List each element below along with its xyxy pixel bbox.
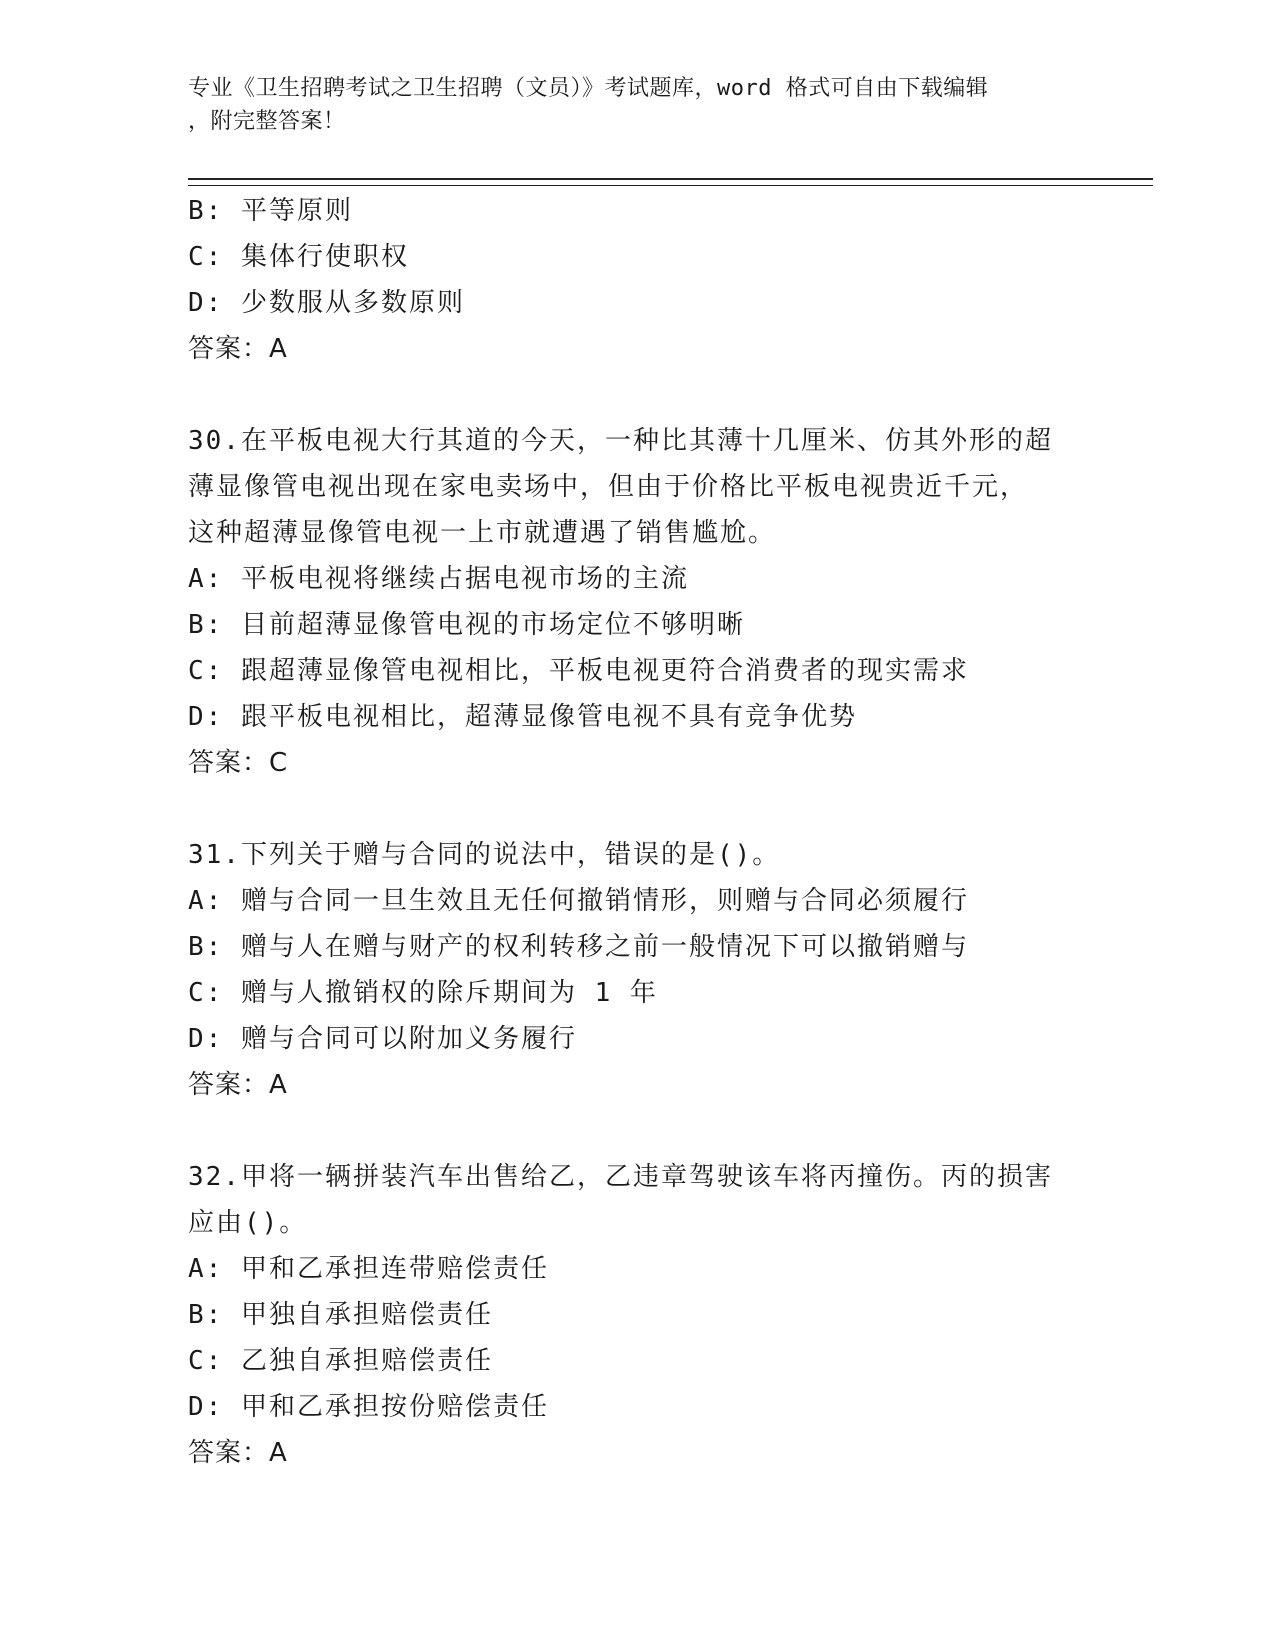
answer-line: 答案：A <box>188 334 288 364</box>
question-content <box>188 188 1148 1476</box>
header-divider <box>188 178 1153 186</box>
question-block-29 <box>188 188 1148 372</box>
option-c: C: 赠与人撤销权的除斥期间为 1 年 <box>188 978 658 1008</box>
option-c: C: 集体行使职权 <box>188 242 409 272</box>
page-header <box>188 72 1068 138</box>
option-c: C: 乙独自承担赔偿责任 <box>188 1346 493 1376</box>
question-block-30 <box>188 418 1148 786</box>
option-b: B: 赠与人在赠与财产的权利转移之前一般情况下可以撤销赠与 <box>188 932 969 962</box>
option-c: C: 跟超薄显像管电视相比，平板电视更符合消费者的现实需求 <box>188 656 969 686</box>
spacer <box>188 1108 1148 1154</box>
option-d: D: 甲和乙承担按份赔偿责任 <box>188 1392 549 1422</box>
question-stem: 薄显像管电视出现在家电卖场中，但由于价格比平板电视贵近千元， <box>188 472 1029 502</box>
option-b: B: 平等原则 <box>188 196 353 226</box>
question-block-31 <box>188 832 1148 1108</box>
question-stem: 这种超薄显像管电视一上市就遭遇了销售尴尬。 <box>188 518 777 548</box>
option-b: B: 目前超薄显像管电视的市场定位不够明晰 <box>188 610 745 640</box>
option-b: B: 甲独自承担赔偿责任 <box>188 1300 493 1330</box>
option-a: A: 平板电视将继续占据电视市场的主流 <box>188 564 689 594</box>
answer-line: 答案：C <box>188 748 289 778</box>
question-stem: 32.甲将一辆拼装汽车出售给乙，乙违章驾驶该车将丙撞伤。丙的损害 <box>188 1162 1053 1192</box>
question-block-32 <box>188 1154 1148 1476</box>
option-d: D: 少数服从多数原则 <box>188 288 465 318</box>
header-line-1: 专业《卫生招聘考试之卫生招聘（文员）》考试题库，word 格式可自由下载编辑 <box>188 76 989 101</box>
header-line-2: ，附完整答案！ <box>188 109 346 134</box>
answer-line: 答案：A <box>188 1070 288 1100</box>
option-d: D: 赠与合同可以附加义务履行 <box>188 1024 577 1054</box>
spacer <box>188 372 1148 418</box>
question-stem: 30.在平板电视大行其道的今天，一种比其薄十几厘米、仿其外形的超 <box>188 426 1053 456</box>
answer-line: 答案：A <box>188 1438 288 1468</box>
option-a: A: 甲和乙承担连带赔偿责任 <box>188 1254 549 1284</box>
option-d: D: 跟平板电视相比，超薄显像管电视不具有竞争优势 <box>188 702 857 732</box>
spacer <box>188 786 1148 832</box>
question-stem: 应由()。 <box>188 1208 308 1238</box>
option-a: A: 赠与合同一旦生效且无任何撤销情形，则赠与合同必须履行 <box>188 886 969 916</box>
question-stem: 31.下列关于赠与合同的说法中，错误的是()。 <box>188 840 781 870</box>
